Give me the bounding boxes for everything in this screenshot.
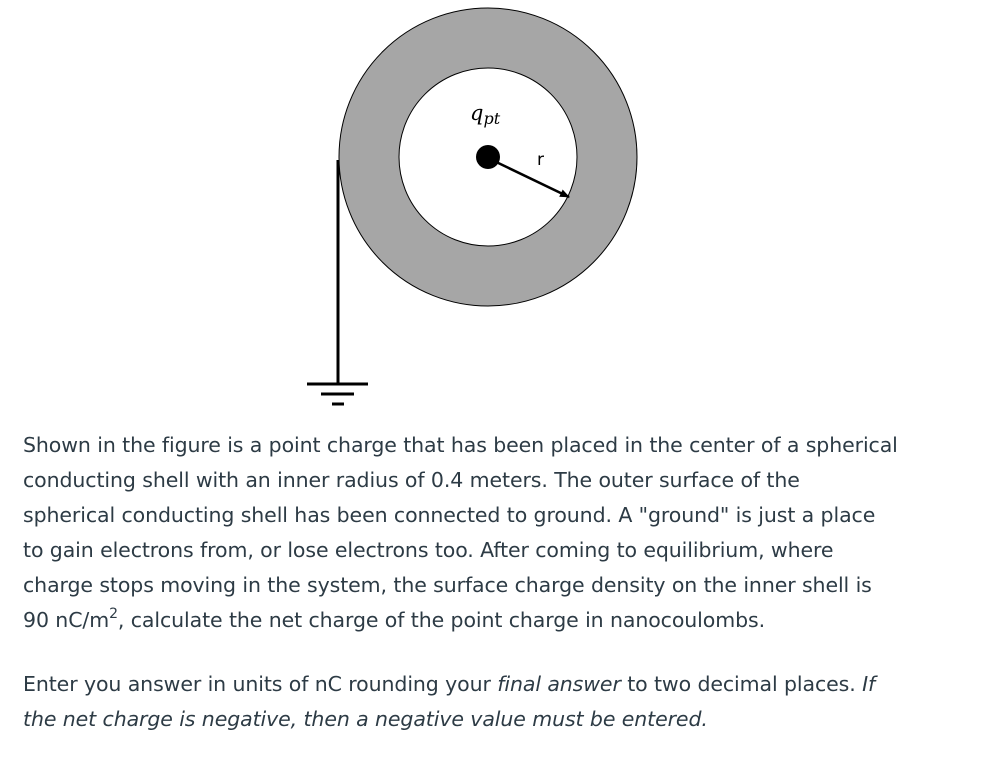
charge-label-subscript: pt: [483, 109, 501, 128]
squared-superscript: 2: [109, 606, 118, 622]
statement-line: spherical conducting shell has been connected to ground. A "ground" is just a place: [23, 503, 876, 527]
instruction-emphasis: final answer: [497, 672, 621, 696]
instruction-emphasis: the net charge is negative, then a negative value must be entered.: [23, 707, 708, 731]
charge-density-value: 90 nC/m: [23, 608, 110, 632]
instruction-text: to two decimal places.: [620, 672, 863, 696]
radius-label: r: [537, 150, 544, 170]
problem-statement: [23, 428, 953, 638]
statement-line: to gain electrons from, or lose electrons too. After coming to equilibrium, where: [23, 538, 834, 562]
point-charge: [476, 145, 500, 169]
statement-line-end: , calculate the net charge of the point charge in nanocoulombs.: [117, 608, 765, 632]
answer-instructions: [23, 667, 953, 737]
statement-line: conducting shell with an inner radius of 0.4 meters. The outer surface of the: [23, 468, 800, 492]
statement-line: charge stops moving in the system, the surface charge density on the inner shell is: [23, 573, 872, 597]
statement-line: Shown in the figure is a point charge that has been placed in the center of a spherical: [23, 433, 898, 457]
instruction-emphasis: If: [862, 672, 876, 696]
charge-label-main: q: [470, 101, 484, 125]
instruction-text: Enter you answer in units of nC rounding your: [23, 672, 498, 696]
